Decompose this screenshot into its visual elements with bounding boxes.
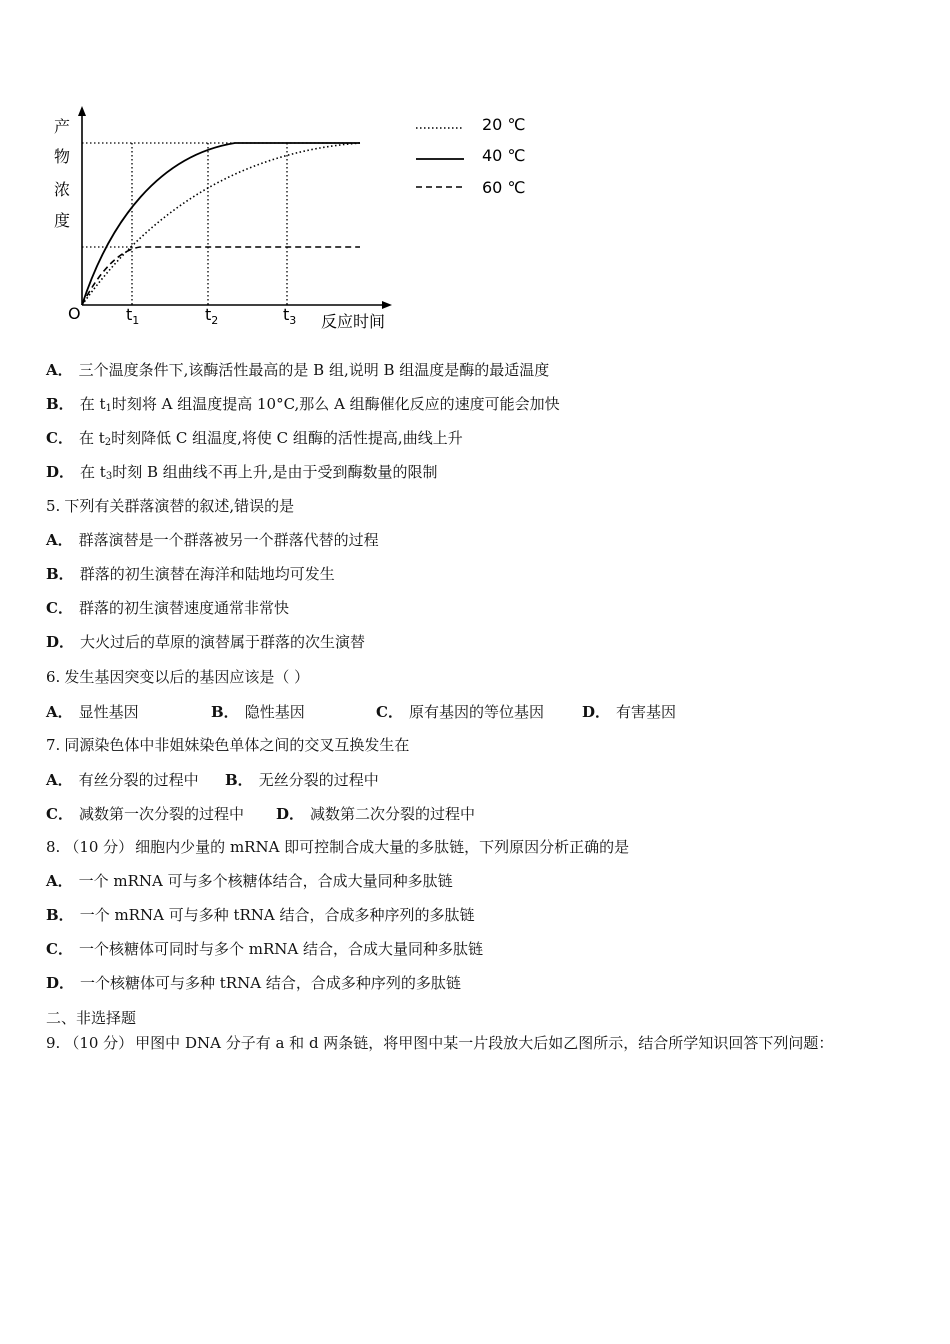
q7-option-a <box>46 769 199 790</box>
option-text-post: 时刻将 A 组温度提高 10°C,那么 A 组酶催化反应的速度可能会加快 <box>111 395 560 413</box>
legend <box>416 115 525 197</box>
question-text: 下列有关群落演替的叙述,错误的是 <box>64 497 295 515</box>
option-letter: B． <box>46 395 74 413</box>
option-text: 一个 mRNA 可与多种 tRNA 结合，合成多种序列的多肽链 <box>79 906 475 924</box>
tick-label-t3: $t_3$ <box>283 305 297 327</box>
question-text: 细胞内少量的 mRNA 即可控制合成大量的多肽链，下列原因分析正确的是 <box>135 838 630 856</box>
q7-option-c <box>46 803 244 824</box>
q5-option-d <box>46 632 365 652</box>
option-text: 显性基因 <box>78 703 139 721</box>
tick-label-t2: $t_2$ <box>205 305 219 327</box>
q4-option-a <box>46 360 549 380</box>
question-number: 5. <box>46 497 61 515</box>
option-text: 隐性基因 <box>244 703 305 721</box>
q5-stem <box>46 496 294 516</box>
curve-60c <box>82 247 360 305</box>
q8-stem <box>46 837 629 857</box>
option-letter: D． <box>46 463 75 481</box>
q7-option-b <box>225 769 379 790</box>
y-axis-label-char: 浓 <box>54 180 71 199</box>
option-letter: C． <box>46 805 73 823</box>
option-text: 一个核糖体可与多种 tRNA 结合，合成多种序列的多肽链 <box>80 974 461 992</box>
curve-20c <box>82 143 360 305</box>
y-axis-arrow <box>78 106 86 116</box>
option-text: 有丝分裂的过程中 <box>78 771 199 789</box>
option-text: 一个 mRNA 可与多个核糖体结合，合成大量同种多肽链 <box>78 872 453 890</box>
option-text: 群落演替是一个群落被另一个群落代替的过程 <box>78 531 379 549</box>
q8-option-a <box>46 871 453 891</box>
q8-option-b <box>46 905 475 925</box>
q5-option-c <box>46 598 289 618</box>
q6-stem <box>46 667 309 687</box>
product-concentration-graph <box>40 100 550 340</box>
q4-option-b <box>46 394 560 419</box>
option-subscript: 2 <box>104 437 112 448</box>
option-letter: C． <box>46 429 73 447</box>
q9-stem <box>46 1033 833 1053</box>
option-text: 原有基因的等位基因 <box>408 703 544 721</box>
x-axis-label: 反应时间 <box>321 312 386 331</box>
q6-option-d <box>582 701 676 722</box>
option-letter: C． <box>376 703 403 721</box>
option-letter: D． <box>276 805 305 823</box>
y-axis-label-char: 产 <box>54 117 71 136</box>
q4-option-d <box>46 462 438 487</box>
option-letter: C． <box>46 599 73 617</box>
question-number: 8. <box>46 838 61 856</box>
option-text: 减数第二次分裂的过程中 <box>310 805 476 823</box>
q8-option-c <box>46 939 483 959</box>
origin-label: O <box>68 304 81 323</box>
option-text: 群落的初生演替在海洋和陆地均可发生 <box>79 565 335 583</box>
option-letter: A． <box>46 531 73 549</box>
option-subscript: 1 <box>105 403 112 414</box>
option-text-post: 时刻 B 组曲线不再上升,是由于受到酶数量的限制 <box>112 463 438 481</box>
option-letter: B． <box>225 771 253 789</box>
option-letter: B． <box>46 906 74 924</box>
option-text-pre: 在 t <box>78 429 105 447</box>
option-text: 大火过后的草原的演替属于群落的次生演替 <box>80 633 366 651</box>
option-text: 无丝分裂的过程中 <box>258 771 379 789</box>
option-letter: B． <box>211 703 239 721</box>
y-axis-label-char: 度 <box>54 211 71 230</box>
section-title: 二、非选择题 <box>46 1009 137 1027</box>
option-text-pre: 在 t <box>80 463 106 481</box>
legend-label-20c: 20 ℃ <box>482 115 526 134</box>
option-text-pre: 在 t <box>79 395 106 413</box>
option-letter: D． <box>46 974 75 992</box>
option-text: 一个核糖体可同时与多个 mRNA 结合，合成大量同种多肽链 <box>78 940 483 958</box>
option-text: 有害基因 <box>616 703 677 721</box>
option-subscript: 3 <box>105 471 113 482</box>
legend-label-40c: 40 ℃ <box>482 146 526 165</box>
option-text: 减数第一次分裂的过程中 <box>78 805 244 823</box>
curve-40c <box>82 143 360 305</box>
option-letter: D． <box>46 633 75 651</box>
q4-option-c <box>46 428 463 453</box>
question-score: （10 分） <box>64 1034 134 1052</box>
option-letter: A． <box>46 872 73 890</box>
q5-option-a <box>46 530 379 550</box>
option-text: 三个温度条件下,该酶活性最高的是 B 组,说明 B 组温度是酶的最适温度 <box>78 361 550 379</box>
q8-option-d <box>46 973 461 993</box>
question-number: 7. <box>46 736 61 754</box>
option-text: 群落的初生演替速度通常非常快 <box>78 599 289 617</box>
q7-option-d <box>276 803 475 824</box>
question-text: 甲图中 DNA 分子有 a 和 d 两条链，将甲图中某一片段放大后如乙图所示，结合所学知识回答下列问题： <box>135 1034 834 1052</box>
y-axis-label-char: 物 <box>54 147 71 166</box>
q6-option-c <box>376 701 544 722</box>
question-text: 发生基因突变以后的基因应该是（ ） <box>64 668 310 686</box>
q7-stem <box>46 735 409 755</box>
option-letter: A． <box>46 771 73 789</box>
question-text: 同源染色体中非姐妹染色单体之间的交叉互换发生在 <box>64 736 410 754</box>
q6-option-b <box>211 701 305 722</box>
q6-option-a <box>46 701 139 722</box>
question-score: （10 分） <box>64 838 134 856</box>
option-letter: C． <box>46 940 73 958</box>
option-text-post: 时刻降低 C 组温度,将使 C 组酶的活性提高,曲线上升 <box>111 429 463 447</box>
option-letter: A． <box>46 361 73 379</box>
x-axis-arrow <box>382 301 392 309</box>
q5-option-b <box>46 564 335 584</box>
option-letter: B． <box>46 565 74 583</box>
question-number: 9. <box>46 1034 61 1052</box>
option-letter: A． <box>46 703 73 721</box>
legend-label-60c: 60 ℃ <box>482 178 526 197</box>
tick-label-t1: $t_1$ <box>126 305 140 327</box>
option-letter: D． <box>582 703 611 721</box>
question-number: 6. <box>46 668 61 686</box>
